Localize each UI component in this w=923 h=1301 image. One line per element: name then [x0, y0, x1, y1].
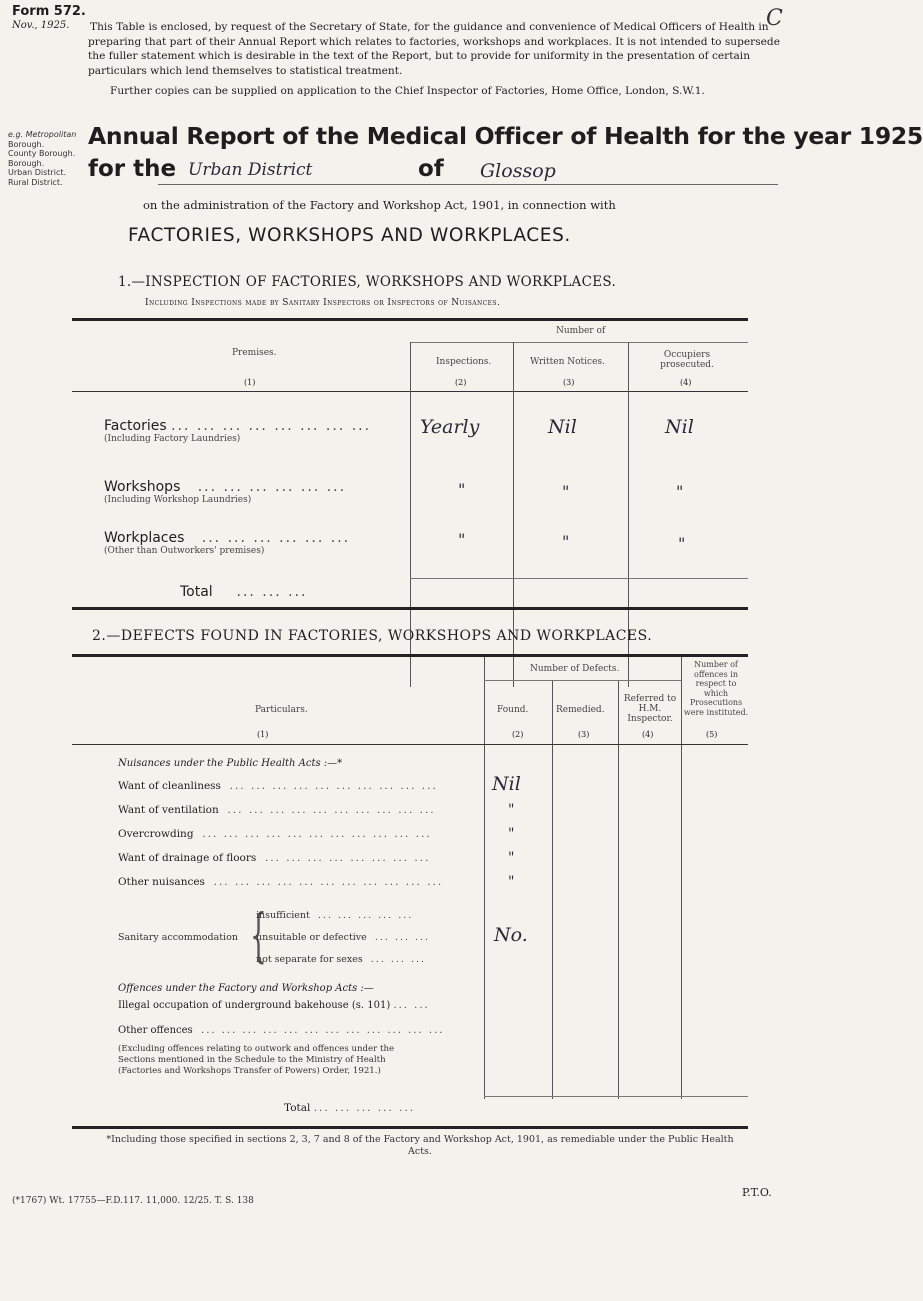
nuisance-found-4: "	[508, 874, 515, 890]
workshops-prosecuted: "	[676, 482, 684, 501]
row-workshops: Workshops ... ... ... ... ... ... (Including Workshop Laundries)	[104, 479, 347, 505]
col-inspections: Inspections.	[436, 357, 492, 367]
for-the-label: for the	[88, 156, 177, 182]
other-offences-note: (Excluding offences relating to outwork and offences under the Sections mentioned in the Schedule to the Ministry of Health (Factories and Workshops Transfer of Powers) Order, 1921.)	[118, 1044, 395, 1076]
col-prosecutions: Number of offences in respect to which Prosecutions were instituted.	[683, 660, 749, 717]
form-date: Nov., 1925.	[12, 20, 70, 31]
nuisance-row-0: Want of cleanliness ... ... ... ... ... ... ... ... ... ...	[118, 780, 438, 792]
col-num-2: (2)	[455, 378, 467, 387]
col-premises: Premises.	[232, 348, 277, 358]
form-number: Form 572.	[12, 4, 86, 19]
nuisance-row-1: Want of ventilation ... ... ... ... ... ... ... ... ... ...	[118, 804, 436, 816]
col-particulars: Particulars.	[255, 705, 308, 715]
sanitary-option-2: not separate for sexes ... ... ...	[256, 954, 427, 965]
table2-number-of-defects: Number of Defects.	[530, 664, 620, 674]
side-note: e.g. Metropolitan Borough. County Borough. Borough. Urban District. Rural District.	[8, 130, 77, 187]
workshops-notices: "	[562, 482, 570, 501]
factories-notices: Nil	[548, 416, 577, 438]
nuisance-found-3: "	[508, 850, 515, 866]
sanitary-option-0: insufficient ... ... ... ... ...	[256, 910, 414, 921]
footnote: *Including those specified in sections 2, 3, 7 and 8 of the Factory and Workshop Act, 1901, as remediable under the Public Health Acts.	[106, 1134, 734, 1157]
copies-note: Further copies can be supplied on application to the Chief Inspector of Factories, Home Office, London, S.W.1.	[110, 85, 705, 97]
factories-inspections: Yearly	[420, 416, 480, 438]
col-num-1: (1)	[244, 378, 256, 387]
main-heading: FACTORIES, WORKSHOPS AND WORKPLACES.	[128, 225, 571, 246]
subtitle: on the administration of the Factory and Workshop Act, 1901, in connection with	[143, 198, 616, 212]
col-found: Found.	[497, 705, 529, 715]
of-label: of	[418, 156, 444, 182]
title-underline	[158, 184, 778, 185]
table2-total-rule	[484, 1096, 748, 1097]
table1-number-of: Number of	[556, 326, 606, 336]
sanitary-label: Sanitary accommodation	[118, 932, 238, 943]
table2-vline-4	[681, 657, 682, 1099]
nuisance-found-1: "	[508, 802, 515, 818]
report-title: Annual Report of the Medical Officer of Health for the year 1925	[88, 122, 923, 150]
section1-subheading: Including Inspections made by Sanitary Inspectors or Inspectors of Nuisances.	[145, 298, 501, 308]
handwritten-district-type: Urban District	[188, 160, 313, 180]
col-notices: Written Notices.	[530, 357, 605, 367]
print-code: (*1767) Wt. 17755—F.D.117. 11,000. 12/25. T. S. 138	[12, 1196, 254, 1206]
table2-group-rule	[484, 680, 681, 681]
workplaces-inspections: "	[458, 530, 466, 549]
intro-paragraph: This Table is enclosed, by request of the Secretary of State, for the guidance and convenience of Medical Officers of Health in preparing that part of their Annual Report which relates to factories, workshops and workplaces. It is not intended to supersede the fuller statement which is desirable in the text of the Report, but to provide for uniformity in the presentation of certain particulars which lend themselves to statistical treatment.	[88, 21, 780, 77]
table1-total-rule	[410, 578, 748, 579]
table2-bottom-rule	[72, 1126, 748, 1129]
table1-total: Total ... ... ...	[180, 584, 308, 600]
other-offences-row: Other offences ... ... ... ... ... ... ... ... ... ... ... ...	[118, 1025, 445, 1036]
workplaces-notices: "	[562, 532, 570, 551]
row-workplaces: Workplaces ... ... ... ... ... ... (Other than Outworkers' premises)	[104, 530, 351, 556]
factories-prosecuted: Nil	[665, 416, 694, 438]
workplaces-prosecuted: "	[678, 534, 686, 553]
nuisance-row-3: Want of drainage of floors ... ... ... ... ... ... ... ...	[118, 852, 431, 864]
col-num-4: (4)	[680, 378, 692, 387]
col2-num-1: (1)	[257, 730, 269, 739]
workshops-inspections: "	[458, 480, 466, 499]
handwritten-district-name: Glossop	[480, 160, 556, 182]
table2-total: Total ... ... ... ... ...	[284, 1102, 416, 1114]
sanitary-option-1: unsuitable or defective ... ... ...	[256, 932, 431, 943]
table2-header-rule	[72, 744, 748, 745]
sanitary-found: No.	[494, 924, 528, 946]
nuisance-row-2: Overcrowding ... ... ... ... ... ... ... ... ... ... ...	[118, 828, 432, 840]
section1-heading: 1.—INSPECTION OF FACTORIES, WORKSHOPS AND WORKPLACES.	[118, 274, 617, 290]
illegal-occupation-row: Illegal occupation of underground bakehouse (s. 101) ... ...	[118, 1000, 430, 1011]
col2-num-5: (5)	[706, 730, 718, 739]
section2-heading: 2.—DEFECTS FOUND IN FACTORIES, WORKSHOPS AND WORKPLACES.	[92, 628, 653, 644]
table2-vline-1	[484, 657, 485, 1099]
table1-top-rule	[72, 318, 748, 321]
table2-vline-3	[618, 680, 619, 1099]
corner-mark: C	[766, 6, 783, 31]
col2-num-3: (3)	[578, 730, 590, 739]
col-remedied: Remedied.	[556, 705, 605, 715]
offences-heading: Offences under the Factory and Workshop Acts :—	[118, 983, 374, 994]
nuisances-heading: Nuisances under the Public Health Acts :—*	[118, 758, 343, 769]
col-prosecuted: Occupiers prosecuted.	[660, 350, 714, 370]
col-referred: Referred to H.M. Inspector.	[623, 694, 677, 724]
row-factories: Factories ... ... ... ... ... ... ... ... (Including Factory Laundries)	[104, 418, 372, 444]
table2-vline-2	[552, 680, 553, 1099]
nuisance-found-2: "	[508, 826, 515, 842]
col2-num-4: (4)	[642, 730, 654, 739]
sanitary-brace: {	[250, 901, 267, 969]
table1-group-rule	[410, 342, 748, 343]
nuisance-row-4: Other nuisances ... ... ... ... ... ... ... ... ... ... ...	[118, 876, 444, 888]
col2-num-2: (2)	[512, 730, 524, 739]
table1-bottom-rule	[72, 607, 748, 610]
table2-top-rule	[72, 654, 748, 657]
nuisance-found-0: Nil	[492, 773, 521, 795]
pto: P.T.O.	[742, 1186, 772, 1199]
col-num-3: (3)	[563, 378, 575, 387]
